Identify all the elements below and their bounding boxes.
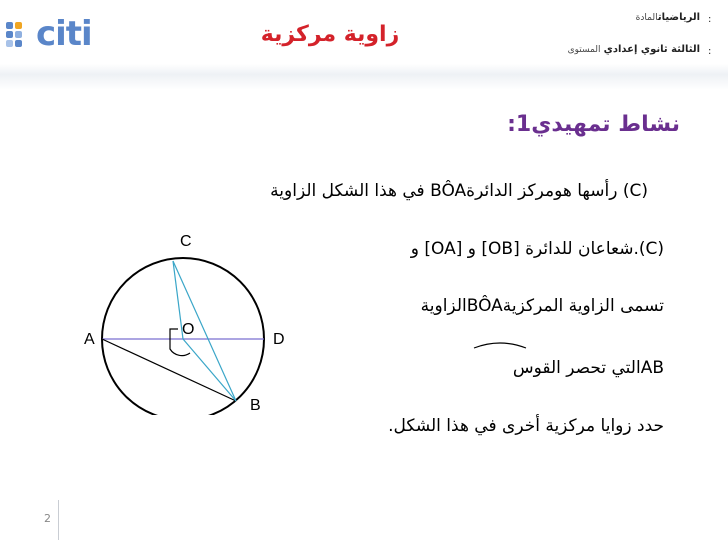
citi-logo xyxy=(4,14,104,54)
point-label-o: O xyxy=(182,321,195,338)
subject-colon: : xyxy=(708,14,712,25)
footer-divider xyxy=(58,500,59,540)
text-line-5: حدد زوايا مركزية أخرى في هذا الشكل. xyxy=(388,416,664,436)
point-label-d: D xyxy=(273,331,285,348)
segment-ob xyxy=(183,339,236,401)
level-value: الثالثة ثانوي إعدادي xyxy=(603,44,700,55)
subject-row xyxy=(590,12,700,23)
logo-text: citi xyxy=(36,14,92,54)
point-label-a: A xyxy=(84,331,95,348)
header-band xyxy=(0,64,728,90)
subject-label: المادة xyxy=(635,13,658,23)
slide-number: 2 xyxy=(44,512,51,525)
subject-value: الرياضيات xyxy=(657,12,700,23)
level-label: المستوى xyxy=(567,45,601,55)
text-line-2: (C).شعاعان للدائرة [OB] و [OA] و xyxy=(410,239,664,259)
activity-title: نشاط تمهيدي1: xyxy=(507,112,680,137)
text-line-4: ABالتي تحصر القوس xyxy=(512,358,664,378)
arc-notation-icon xyxy=(470,336,530,356)
slide-title: زاوية مركزية xyxy=(260,22,400,47)
point-label-b: B xyxy=(250,397,261,414)
text-line-1: (C) رأسها هومركز الدائرةBÔA في هذا الشكل الزاوية xyxy=(270,181,648,201)
text-line-3: تسمى الزاوية المركزيةBÔAالزاوية xyxy=(420,296,664,316)
point-label-c: C xyxy=(180,233,192,250)
circle-figure xyxy=(70,225,310,415)
level-colon: : xyxy=(708,46,712,57)
logo-dots-icon xyxy=(4,20,34,50)
level-row xyxy=(540,44,700,55)
